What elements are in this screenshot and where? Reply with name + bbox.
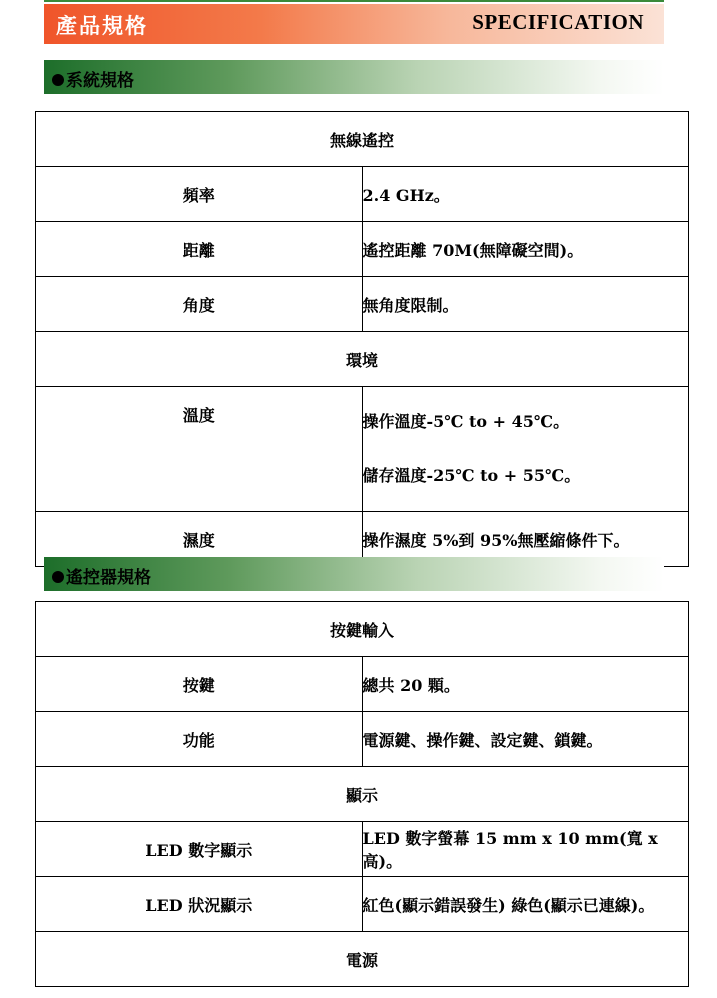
humidity-label: 濕度	[36, 512, 363, 567]
table-row	[36, 602, 689, 657]
led-digit-value: LED 數字螢幕 15 mm x 10 mm(寬 x 高)。	[362, 822, 689, 877]
led-status-value: 紅色(顯示錯誤發生) 綠色(顯示已連線)。	[362, 877, 689, 932]
remote-section-title	[52, 563, 151, 588]
table-row	[36, 222, 689, 277]
remote-section-bar	[44, 557, 664, 591]
wireless-heading: 無線遙控	[36, 112, 689, 167]
table-row	[36, 277, 689, 332]
table-row	[36, 932, 689, 987]
header-top-rule	[44, 0, 664, 2]
table-row	[36, 712, 689, 767]
led-digit-label: LED 數字顯示	[36, 822, 363, 877]
display-heading: 顯示	[36, 767, 689, 822]
bullet-icon	[52, 571, 64, 583]
table-row	[36, 657, 689, 712]
table-row	[36, 112, 689, 167]
led-status-label: LED 狀況顯示	[36, 877, 363, 932]
function-value: 電源鍵、操作鍵、設定鍵、鎖鍵。	[362, 712, 689, 767]
key-input-heading: 按鍵輸入	[36, 602, 689, 657]
keys-label: 按鍵	[36, 657, 363, 712]
remote-spec-table	[35, 601, 689, 987]
table-row	[36, 387, 689, 512]
angle-value: 無角度限制。	[362, 277, 689, 332]
frequency-label: 頻率	[36, 167, 363, 222]
system-spec-table	[35, 111, 689, 567]
humidity-value: 操作濕度 5%到 95%無壓縮條件下。	[362, 512, 689, 567]
table-row	[36, 332, 689, 387]
environment-heading: 環境	[36, 332, 689, 387]
remote-section-title-text: 遙控器規格	[66, 568, 151, 588]
frequency-value: 2.4 GHz。	[362, 167, 689, 222]
function-label: 功能	[36, 712, 363, 767]
table-row	[36, 877, 689, 932]
header-title-en: SPECIFICATION	[472, 10, 644, 34]
distance-label: 距離	[36, 222, 363, 277]
keys-value: 總共 20 顆。	[362, 657, 689, 712]
temperature-values	[362, 387, 689, 512]
temperature-label: 溫度	[36, 387, 363, 512]
header-title-cn: 產品規格	[56, 13, 148, 38]
table-row	[36, 167, 689, 222]
distance-value: 遙控距離 70M(無障礙空間)。	[362, 222, 689, 277]
header-banner	[44, 4, 664, 44]
system-section-bar	[44, 60, 664, 94]
system-section-title	[52, 66, 134, 91]
table-row	[36, 822, 689, 877]
angle-label: 角度	[36, 277, 363, 332]
power-heading: 電源	[36, 932, 689, 987]
bullet-icon	[52, 74, 64, 86]
storage-temperature: 儲存溫度-25℃ to + 55℃。	[362, 466, 581, 485]
operating-temperature: 操作溫度-5℃ to + 45℃。	[362, 412, 570, 431]
system-section-title-text: 系統規格	[66, 71, 134, 91]
table-row	[36, 767, 689, 822]
